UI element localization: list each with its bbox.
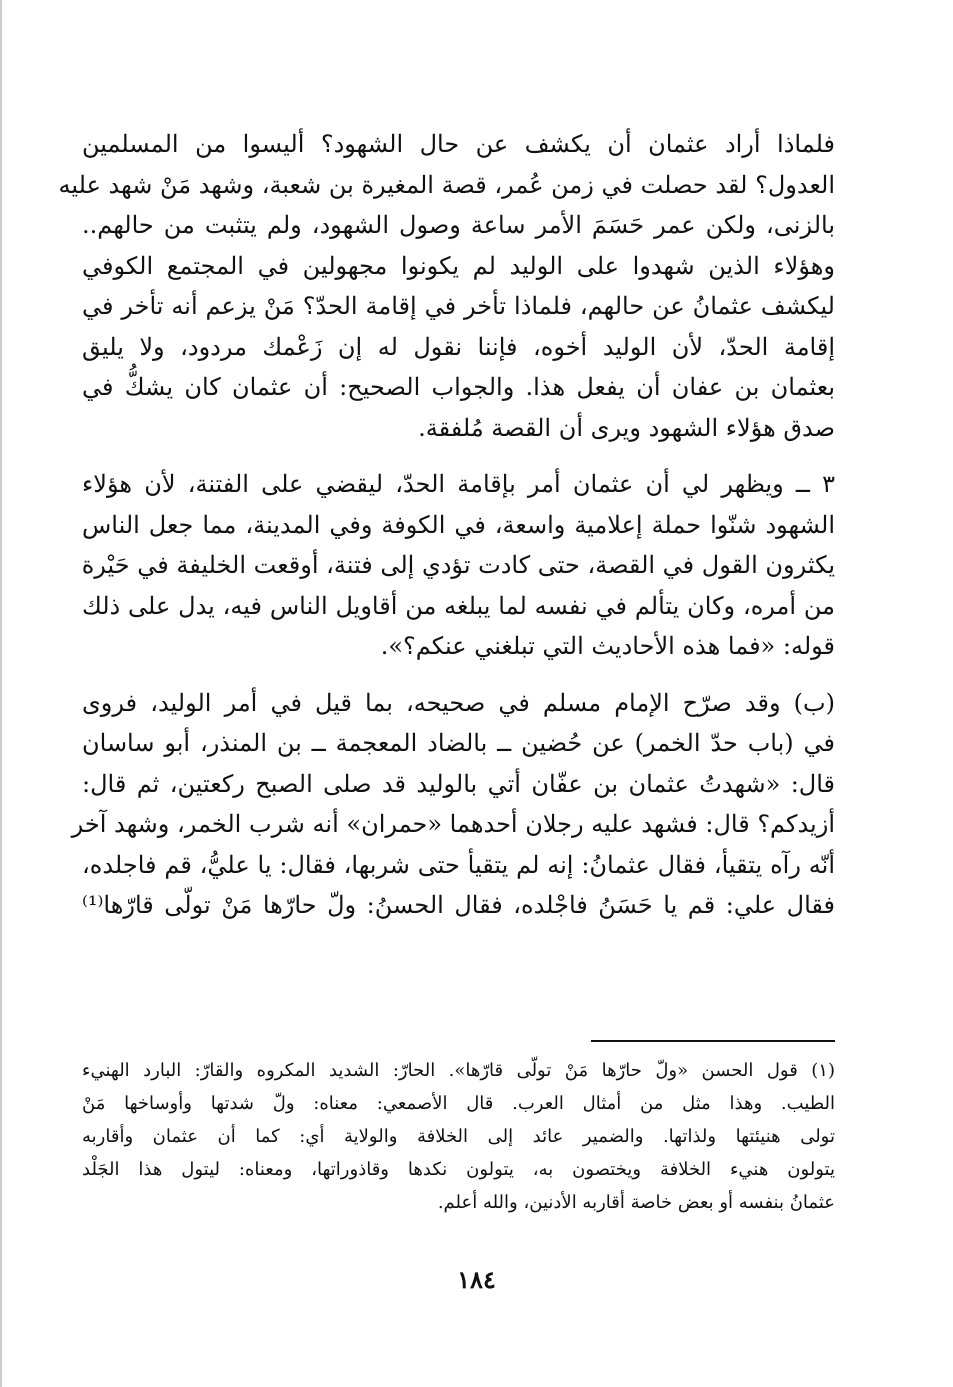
text-line: فلماذا أراد عثمان أن يكشف عن حال الشهود؟ أليسوا من المسلمين <box>82 130 836 158</box>
footnote-line: يتولون هنيء الخلافة ويختصون به، يتولون نكدها وقاذوراتها، ومعناه: ليتول هذا الجَلْد <box>82 1159 835 1180</box>
text-line: أنّه رآه يتقيأ، فقال عثمانُ: إنه لم يتقيأ حتى شربها، فقال: يا عليُّ، قم فاجلده، <box>82 850 835 879</box>
text-line: بالزنى، ولكن عمر حَسَمَ الأمر ساعة وصول الشهود، ولم يتثبت من حالهم.. <box>82 211 835 239</box>
main-text-body <box>58 124 836 926</box>
footnote-line: (١) قول الحسن «ولّ حارّها مَنْ تولّى قارّها». الحارّ: الشديد المكروه والقارّ: البارد الهنيء <box>82 1060 835 1081</box>
text-line: فقال علي: قم يا حَسَنُ فاجْلده، فقال الحسنُ: ولّ حارّها مَنْ تولّى قارّها⁽¹⁾ <box>82 891 835 919</box>
text-line: وهؤلاء الذين شهدوا على الوليد لم يكونوا مجهولين في المجتمع الكوفي <box>82 251 835 280</box>
text-line: أزيدكم؟ قال: فشهد عليه رجلان أحدهما «حمران» أنه شرب الخمر، وشهد آخر <box>71 810 835 838</box>
text-line: العدول؟ لقد حصلت في زمن عُمر، قصة المغيرة بن شعبة، وشهد مَنْ شهد عليه <box>58 170 835 199</box>
footnote-line: الطيب. وهذا مثل من أمثال العرب. قال الأصمعي: معناه: ولّ شدتها وأوساخها مَنْ <box>82 1093 835 1114</box>
text-line: ليكشف عثمانُ عن حالهم، فلماذا تأخر في إقامة الحدّ؟ مَنْ يزعم أنه تأخر في <box>82 292 835 320</box>
footnotes <box>82 1054 835 1219</box>
footnote-line: تولى هنيئتها ولذاتها. والضمير عائد إلى الخلافة والولاية أي: كما أن عثمان وأقاربه <box>82 1126 835 1147</box>
paragraph-2 <box>82 464 835 667</box>
text-line: (ب) وقد صرّح الإمام مسلم في صحيحه، بما قيل في أمر الوليد، فروى <box>82 688 835 717</box>
paragraph-3 <box>71 683 836 926</box>
text-line: من أمره، وكان يتألم في نفسه لما يبلغه من أقاويل الناس فيه، يدل على ذلك <box>82 591 835 620</box>
page-edge-shadow <box>0 0 2 1387</box>
text-line: صدق هؤلاء الشهود ويرى أن القصة مُلفقة. <box>418 413 835 442</box>
text-line: قوله: «فما هذه الأحاديث التي تبلغني عنكم؟». <box>380 632 835 660</box>
text-line: قال: «شهدتُ عثمان بن عفّان أتي بالوليد قد صلى الصبح ركعتين، ثم قال: <box>82 769 835 798</box>
footnote-separator <box>591 1040 835 1042</box>
text-line: ٣ ــ ويظهر لي أن عثمان أمر بإقامة الحدّ، ليقضي على الفتنة، لأن هؤلاء <box>82 470 835 498</box>
footnote-line: عثمانُ بنفسه أو بعض خاصة أقاربه الأدنين، والله أعلم. <box>437 1192 835 1213</box>
page-number: ١٨٤ <box>457 1265 496 1294</box>
text-line: يكثرون القول في القصة، حتى كادت تؤدي إلى فتنة، أوقعت الخليفة في حَيْرة <box>81 551 835 579</box>
text-line: في (باب حدّ الخمر) عن حُضين ــ بالضاد المعجمة ــ بن المنذر، أبو ساسان <box>82 729 836 757</box>
text-line: إقامة الحدّ، لأن الوليد أخوه، فإننا نقول له إن زَعْمك مردود، ولا يليق <box>82 332 835 361</box>
paragraph-1 <box>58 124 836 448</box>
text-line: بعثمان بن عفان أن يفعل هذا. والجواب الصحيح: أن عثمان كان يشكُّ في <box>82 373 835 401</box>
text-line: الشهود شنّوا حملة إعلامية واسعة، في الكوفة وفي المدينة، مما جعل الناس <box>82 510 835 539</box>
